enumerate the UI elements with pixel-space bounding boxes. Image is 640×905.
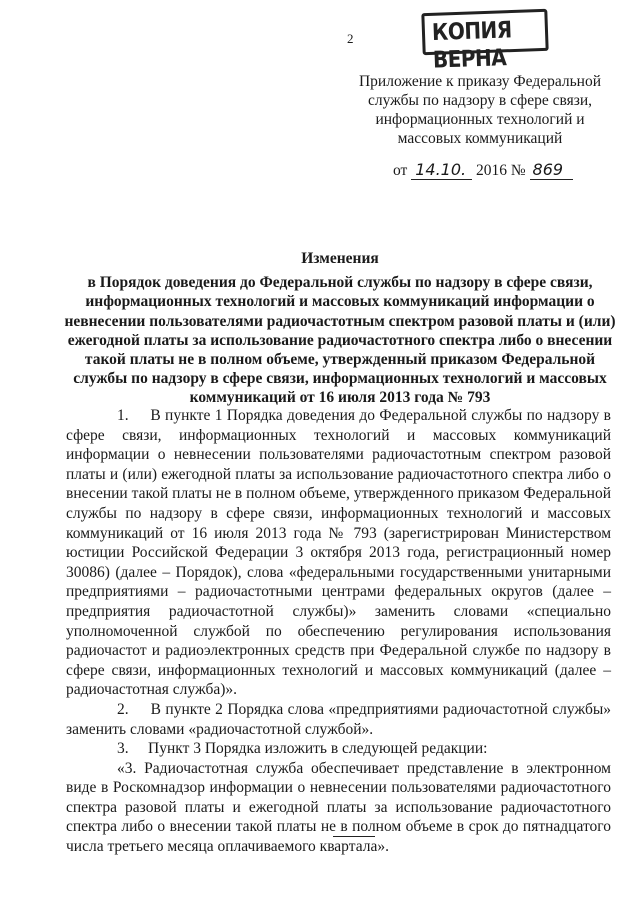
stamp-text: КОПИЯ ВЕРНА	[431, 15, 513, 74]
year-and-number-label: 2016 №	[475, 162, 526, 179]
title-heading: Изменения	[301, 250, 379, 267]
page-number: 2	[347, 31, 354, 46]
appendix-header: Приложение к приказу Федеральной службы по надзору в сфере связи, информационных технологий и массовых коммуникаций	[358, 73, 601, 147]
paragraph-4: «3. Радиочастотная служба обеспечивает представление в электронном виде в Роскомнадзор информации о невнесении пользователями радиочастотного спектра разовой платы и ежегодной платы за использование радиочастотного спектра либо о внесении такой платы не в полном объеме в срок до пятнадцатого числа третьего месяца оплачиваемого квартала».	[66, 759, 611, 856]
title-subheading: в Порядок доведения до Федеральной службы по надзору в сфере связи, информационных технологий и массовых коммуникаций информации о невнесении пользователями радиочастотным спектром разовой платы и (или) ежегодной платы за использование радиочастотного спектра либо о внесении такой платы не в полном объеме, утвержденный приказом Федеральной службы по надзору в сфере связи, информационных технологий и массовых коммуникаций от 16 июля 2013 года № 793	[64, 274, 616, 407]
handwritten-date: 14.10.	[411, 160, 472, 180]
paragraph-2: 2. В пункте 2 Порядка слова «предприятиями радиочастотной службы» заменить словами «радиочастотной службой».	[66, 700, 611, 738]
document-title	[60, 249, 620, 408]
paragraph-1: 1. В пункте 1 Порядка доведения до Федеральной службы по надзору в сфере связи, информационных технологий и массовых коммуникаций информации о невнесении пользователями радиочастотным спектром разовой платы и (или) ежегодной платы за использование радиочастотного спектра либо о внесении такой платы не в полном объеме, утвержденного приказом Федеральной службы по надзору в сфере связи, информационных технологий и массовых коммуникаций от 16 июля 2013 года № 793 (зарегистрирован Министерством юстиции Российской Федерации 3 октября 2013 года, регистрационный номер 30086) (далее – Порядок), слова «федеральными государственными унитарными предприятиями – радиочастотными центрами федеральных округов (далее – предприятия радиочастотной службы)» заменить словами «специально уполномоченной службой по обеспечению регулирования использования радиочастот и радиоэлектронных средств при Федеральной службе по надзору в сфере связи, информационных технологий и массовых коммуникаций (далее – радиочастотная служба)».	[66, 407, 611, 699]
paragraph-3: 3. Пункт 3 Порядка изложить в следующей редакции:	[117, 740, 488, 758]
document-body	[66, 406, 611, 857]
date-prefix: от	[393, 162, 408, 179]
end-divider	[333, 836, 375, 837]
appendix-date-line	[393, 160, 573, 180]
copy-certified-stamp	[421, 9, 548, 74]
handwritten-order-number: 869	[530, 160, 574, 180]
